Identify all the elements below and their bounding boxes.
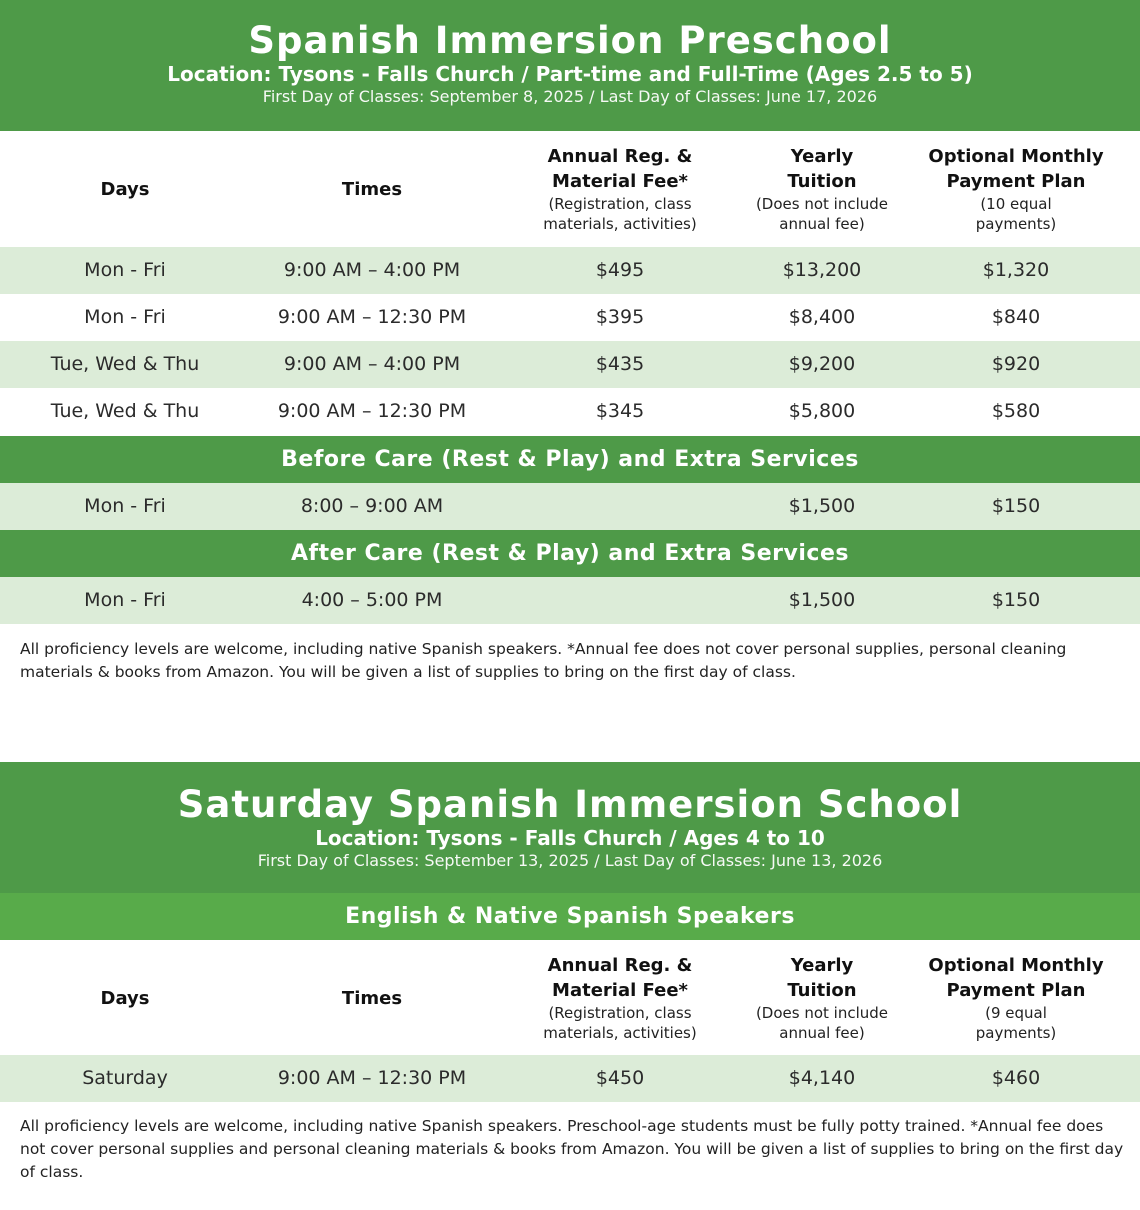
cell-tuition: $8,400 bbox=[788, 306, 856, 328]
cell-days: Mon - Fri bbox=[84, 589, 166, 611]
speakers-band: English & Native Spanish Speakers bbox=[0, 893, 1140, 940]
cell-plan: $150 bbox=[991, 589, 1041, 611]
column-header-fee: Annual Reg. & Material Fee* (Registration, class materials, activities) bbox=[543, 146, 697, 233]
cell-times: 9:00 AM – 12:30 PM bbox=[277, 306, 467, 328]
cell-tuition: $1,500 bbox=[788, 495, 856, 517]
preschool-location: Location: Tysons - Falls Church / Part-time and Full-Time (Ages 2.5 to 5) bbox=[167, 62, 973, 86]
table-row bbox=[0, 388, 1140, 435]
column-header-times: Times bbox=[341, 178, 403, 200]
saturday-footnote: All proficiency levels are welcome, including native Spanish speakers. Preschool-age students must be fully potty trained. *Annual fee does not cover personal supplies and personal cleaning materials & books from Amazon. You will be given a list of supplies to bring on the first day of class. bbox=[20, 1117, 1124, 1181]
cell-days: Mon - Fri bbox=[84, 495, 166, 517]
cell-days: Tue, Wed & Thu bbox=[50, 400, 200, 422]
table-row bbox=[0, 1055, 1140, 1102]
saturday-table-header bbox=[0, 940, 1140, 1056]
cell-fee: $450 bbox=[595, 1067, 645, 1089]
cell-plan: $840 bbox=[991, 306, 1041, 328]
saturday-dates: First Day of Classes: September 13, 2025 / Last Day of Classes: June 13, 2026 bbox=[257, 851, 883, 870]
preschool-header bbox=[0, 0, 1140, 131]
column-header-fee: Annual Reg. & Material Fee* (Registration, class materials, activities) bbox=[543, 955, 697, 1042]
cell-tuition: $9,200 bbox=[788, 353, 856, 375]
cell-days: Tue, Wed & Thu bbox=[50, 353, 200, 375]
cell-plan: $920 bbox=[991, 353, 1041, 375]
cell-days: Mon - Fri bbox=[84, 306, 166, 328]
saturday-header bbox=[0, 762, 1140, 893]
preschool-footnote: All proficiency levels are welcome, including native Spanish speakers. *Annual fee does not cover personal supplies, personal cleaning materials & books from Amazon. You will be given a list of supplies to bring on the first day of class. bbox=[20, 640, 1067, 681]
before-care-band: Before Care (Rest & Play) and Extra Services bbox=[0, 436, 1140, 483]
table-row bbox=[0, 577, 1140, 624]
table-row bbox=[0, 247, 1140, 294]
table-row bbox=[0, 483, 1140, 530]
cell-fee: $345 bbox=[595, 400, 645, 422]
cell-days: Saturday bbox=[82, 1067, 168, 1089]
cell-plan: $1,320 bbox=[982, 259, 1050, 281]
cell-plan: $150 bbox=[991, 495, 1041, 517]
column-header-tuition: Yearly Tuition (Does not include annual fee) bbox=[755, 955, 889, 1042]
column-header-times: Times bbox=[341, 987, 403, 1009]
cell-days: Mon - Fri bbox=[84, 259, 166, 281]
cell-tuition: $5,800 bbox=[788, 400, 856, 422]
after-care-band: After Care (Rest & Play) and Extra Services bbox=[0, 530, 1140, 577]
saturday-location: Location: Tysons - Falls Church / Ages 4 to 10 bbox=[315, 826, 825, 850]
column-header-tuition: Yearly Tuition (Does not include annual fee) bbox=[755, 146, 889, 233]
cell-fee: $495 bbox=[595, 259, 645, 281]
cell-plan: $460 bbox=[991, 1067, 1041, 1089]
cell-times: 9:00 AM – 4:00 PM bbox=[283, 353, 461, 375]
cell-fee: $435 bbox=[595, 353, 645, 375]
cell-plan: $580 bbox=[991, 400, 1041, 422]
cell-tuition: $1,500 bbox=[788, 589, 856, 611]
cell-fee: $395 bbox=[595, 306, 645, 328]
saturday-title: Saturday Spanish Immersion School bbox=[177, 783, 963, 826]
table-row bbox=[0, 294, 1140, 341]
cell-tuition: $13,200 bbox=[782, 259, 862, 281]
column-header-payment-plan: Optional Monthly Payment Plan (9 equal payments) bbox=[928, 955, 1104, 1042]
cell-times: 9:00 AM – 12:30 PM bbox=[277, 1067, 467, 1089]
preschool-title: Spanish Immersion Preschool bbox=[248, 19, 892, 62]
column-header-days: Days bbox=[100, 987, 150, 1009]
cell-times: 8:00 – 9:00 AM bbox=[300, 495, 444, 517]
column-header-payment-plan: Optional Monthly Payment Plan (10 equal payments) bbox=[928, 146, 1104, 233]
cell-times: 9:00 AM – 4:00 PM bbox=[283, 259, 461, 281]
table-row bbox=[0, 341, 1140, 388]
cell-tuition: $4,140 bbox=[788, 1067, 856, 1089]
cell-times: 9:00 AM – 12:30 PM bbox=[277, 400, 467, 422]
cell-times: 4:00 – 5:00 PM bbox=[301, 589, 443, 611]
preschool-dates: First Day of Classes: September 8, 2025 / Last Day of Classes: June 17, 2026 bbox=[262, 87, 878, 106]
column-header-days: Days bbox=[100, 178, 150, 200]
preschool-table-header bbox=[0, 131, 1140, 247]
